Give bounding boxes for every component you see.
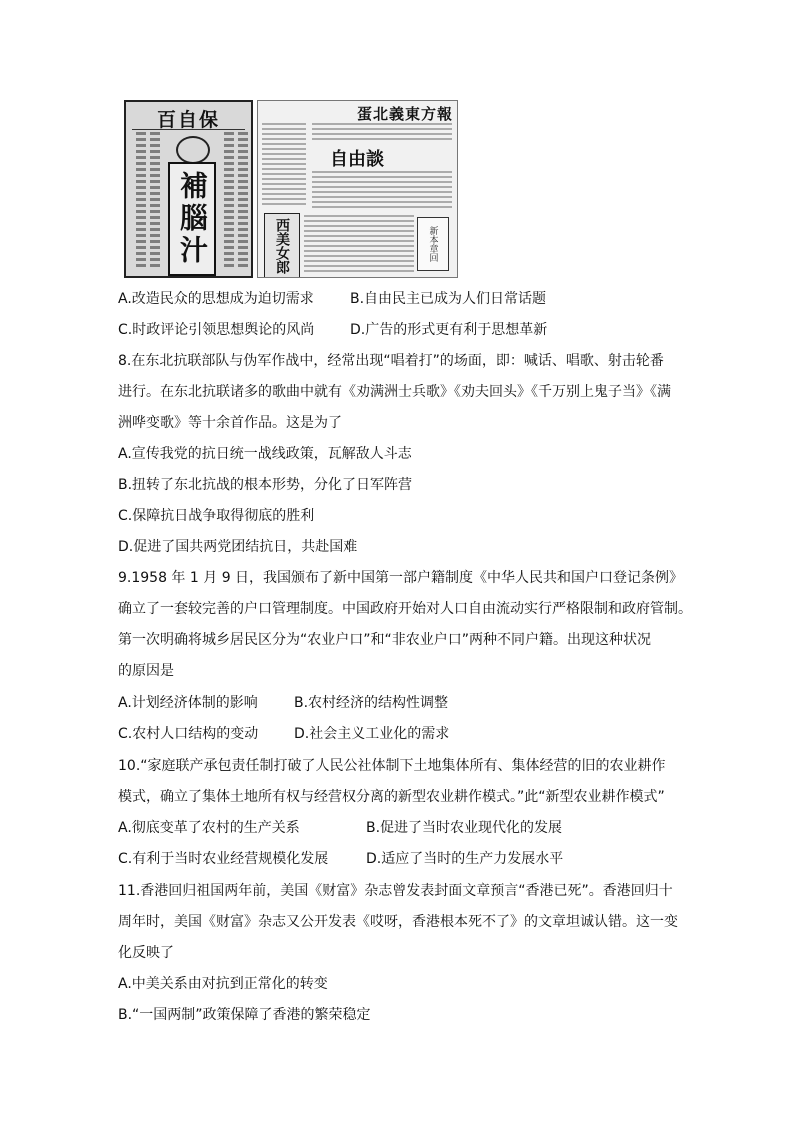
- newspaper-text-block: [312, 123, 452, 141]
- q9-option-a: A.计划经济体制的影响: [118, 695, 258, 711]
- ad-text-column: [224, 132, 234, 268]
- q11-stem-line: 11.香港回归祖国两年前，美国《财富》杂志曾发表封面文章预言“香港已死”。香港回归十: [118, 883, 673, 899]
- q9-stem-line: 9.1958 年 1 月 9 日，我国颁布了新中国第一部户籍制度《中华人民共和国户口登记条例》: [118, 570, 684, 586]
- ad-title-box: [168, 162, 216, 276]
- ad-title-text: 補腦汁: [176, 171, 209, 267]
- q9-stem-line: 第一次明确将城乡居民区分为“农业户口”和“非农业户口”两种不同户籍。出现这种状况: [118, 632, 652, 648]
- q7-option-c: C.时政评论引领思想舆论的风尚: [118, 322, 315, 338]
- q8-option-c: C.保障抗日战争取得彻底的胜利: [118, 508, 315, 524]
- newspaper-figure: [124, 100, 458, 280]
- q10-option-d: D.适应了当时的生产力发展水平: [366, 851, 564, 867]
- ad-text-column: [150, 132, 160, 268]
- tonic-advertisement-image: [124, 100, 253, 278]
- newspaper-sub-headline-text: 西美女郎: [274, 218, 290, 274]
- q9-option-c: C.农村人口结构的变动: [118, 726, 259, 742]
- ad-banner-text: 百自保: [132, 105, 245, 130]
- q10-stem-line: 模式，确立了集体土地所有权与经营权分离的新型农业耕作模式。”此“新型农业耕作模式”: [118, 789, 665, 805]
- q10-option-a: A.彻底变革了农村的生产关系: [118, 820, 300, 836]
- newspaper-text-block: [262, 123, 306, 207]
- q8-option-d: D.促进了国共两党团结抗日，共赴国难: [118, 539, 358, 555]
- q10-option-b: B.促进了当时农业现代化的发展: [366, 820, 563, 836]
- q11-option-a: A.中美关系由对抗到正常化的转变: [118, 976, 328, 992]
- newspaper-headline: 自由談: [330, 149, 384, 170]
- ad-text-column: [238, 132, 248, 268]
- q10-stem-line: 10.“家庭联产承包责任制打破了人民公社体制下土地集体所有、集体经营的旧的农业耕作: [118, 758, 666, 774]
- q8-stem-line: 8.在东北抗联部队与伪军作战中，经常出现“唱着打”的场面，即：喊话、唱歌、射击轮番: [118, 353, 664, 369]
- newspaper-sub-headline: [264, 213, 300, 278]
- q11-option-b: B.“一国两制”政策保障了香港的繁荣稳定: [118, 1007, 371, 1023]
- q10-option-c: C.有利于当时农业经营规模化发展: [118, 851, 329, 867]
- ad-text-column: [136, 132, 146, 268]
- newspaper-corner-box: [417, 217, 449, 271]
- newspaper-masthead: 蛋北義東方報: [356, 105, 453, 123]
- newspaper-text-block: [312, 171, 452, 211]
- q9-option-b: B.农村经济的结构性调整: [294, 695, 449, 711]
- newspaper-corner-text: 新本章回: [427, 226, 438, 262]
- ad-medal-emblem: [176, 136, 210, 164]
- newspaper-text-block: [304, 215, 414, 275]
- newspaper-page-image: [257, 100, 458, 278]
- q8-option-a: A.宣传我党的抗日统一战线政策，瓦解敌人斗志: [118, 446, 412, 462]
- q7-option-d: D.广告的形式更有利于思想革新: [350, 322, 548, 338]
- q8-stem-line: 进行。在东北抗联诸多的歌曲中就有《劝满洲士兵歌》《劝夫回头》《千万别上鬼子当》《满: [118, 384, 671, 400]
- q11-stem-line: 周年时，美国《财富》杂志又公开发表《哎呀，香港根本死不了》的文章坦诚认错。这一变: [118, 914, 678, 930]
- q9-stem-line: 的原因是: [118, 663, 174, 679]
- q11-stem-line: 化反映了: [118, 945, 174, 961]
- q7-option-a: A.改造民众的思想成为迫切需求: [118, 291, 314, 307]
- q9-option-d: D.社会主义工业化的需求: [294, 726, 450, 742]
- q8-option-b: B.扭转了东北抗战的根本形势，分化了日军阵营: [118, 477, 413, 493]
- q7-option-b: B.自由民主已成为人们日常话题: [350, 291, 547, 307]
- q8-stem-line: 洲哗变歌》等十余首作品。这是为了: [118, 415, 342, 431]
- q9-stem-line: 确立了一套较完善的户口管理制度。中国政府开始对人口自由流动实行严格限制和政府管制。: [118, 601, 692, 617]
